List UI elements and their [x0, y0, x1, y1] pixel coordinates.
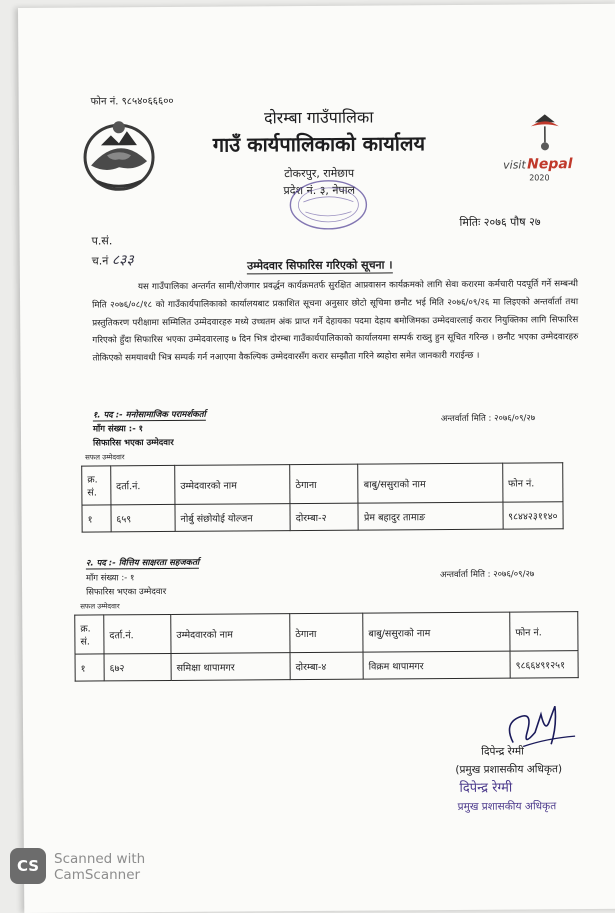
letter-date: मितिः २०७६ पौष २७: [459, 214, 540, 230]
table-row: [75, 651, 578, 682]
section-1-recommended-label: सिफारिस भएका उम्मेदवार: [93, 437, 174, 449]
table-header-row: [75, 612, 578, 655]
camscanner-logo-icon: CS: [10, 848, 46, 884]
watermark-line-1: Scanned with: [54, 851, 145, 867]
section-2-recommended-label: सिफारिस भएका उम्मेदवार: [86, 586, 166, 598]
subject-heading: [20, 256, 615, 275]
signatory-title: (प्रमुख प्रशासकीय अधिकृत): [455, 762, 562, 777]
table-cell: १: [75, 654, 104, 681]
section-2-table: [74, 611, 578, 682]
cn-value: ८३३: [112, 252, 134, 268]
section-1-interview-date: अन्तर्वार्ता मिति : २०७६/०९/२७: [441, 412, 535, 424]
svg-text:visit: visit: [503, 158, 526, 171]
table-cell: प्रेम बहादुर तामाङ: [358, 502, 502, 530]
column-header: बाबु/ससुराको नाम: [363, 612, 510, 652]
svg-text:2020: 2020: [529, 173, 549, 182]
table-cell: दोरम्बा-४: [290, 652, 363, 680]
section-1-title-text: १. पद :- मनोसामाजिक परामर्शकर्ता: [93, 410, 206, 422]
table-cell: विक्रम थापामगर: [363, 651, 510, 679]
column-header: बाबु/ससुराको नाम: [358, 463, 502, 503]
office-name: गाउँ कार्यपालिकाको कार्यालय: [19, 128, 615, 159]
column-header: क्र. सं.: [82, 466, 111, 505]
section-2-demand: माँग संख्या :- १: [86, 572, 134, 583]
section-2-successful-label: सफल उम्मेदवार: [80, 602, 120, 611]
column-header: ठेगाना: [290, 464, 359, 503]
table-header-row: [82, 463, 563, 505]
column-header: फोन नं.: [502, 463, 563, 502]
section-2-title: [86, 557, 199, 569]
table-cell: ९८६६४९१२५१: [510, 651, 578, 678]
section-1-successful-label: सफल उम्मेदवार: [85, 453, 125, 462]
office-round-stamp-icon: [287, 178, 369, 233]
section-2-interview-date: अन्तर्वार्ता मिति : २०७६/०९/२७: [440, 568, 534, 580]
office-phone: फोन नं. ९८५४०६६६००: [91, 93, 174, 108]
table-row: [82, 502, 563, 532]
section-1-title: [93, 409, 206, 421]
svg-text:Nepal: Nepal: [527, 156, 573, 172]
column-header: उम्मेदवारको नाम: [175, 465, 290, 505]
table-cell: ९८४४२३११४०: [503, 502, 564, 529]
column-header: दर्ता.नं.: [104, 614, 171, 653]
watermark-text: [54, 851, 145, 883]
section-1-demand: माँग संख्या :- १: [93, 423, 143, 434]
column-header: क्र. सं.: [75, 615, 104, 654]
notice-body: यस गाउँपालिका अन्तर्गत सामी/रोजगार प्रवर्द्धन कार्यक्रमतर्फ सुरक्षित आप्रवासन कार्यक्रमको लागि सेवा करारमा कर्मचारी पदपूर्ति गर्ने सम्बन्धी मिति २०७६/०८/१८ को गाउँकार्यपालिकाको कार्यालयबाट प्रकाशित सूचना अनुसार छोटो सूचिमा छनौट भई मिति २०७६/०९/२६ मा लिइएको अन्तर्वार्ता तथा प्रस्तुतिकरण परीक्षामा सम्मिलित उम्मेदवारहरु मध्ये उच्चतम अंक प्राप्त गर्ने देहायका पदमा देहाय बमोजिमका उम्मेदवारलाई करार नियुक्तिका लागि सिफारिस गरिएको हुँदा सिफारिस भएका उम्मेदवारलाइ ७ दिन भित्र दोरम्बा गाउँकार्यपालिकाको कार्यालयमा सम्पर्क राख्नु हुन सूचित गरिन्छ । छनौट भएका उम्मेदवारहरु तोकिएको समयावधी भित्र सम्पर्क गर्न नआएमा वैकल्पिक उम्मेदवारसँग करार सम्झौता गरिने ब्यहोरा समेत जानकारी गराईन्छ ।: [92, 276, 579, 368]
table-cell: समिक्षा थापामगर: [171, 653, 290, 681]
municipality-name: दोरम्बा गाउँपालिका: [19, 104, 615, 130]
office-address: टोकरपुर, रामेछाप: [19, 164, 615, 183]
column-header: फोन नं.: [510, 612, 578, 651]
section-2-title-text: २. पद :- वित्तिय साक्षरता सहजकर्ता: [86, 558, 199, 570]
column-header: ठेगाना: [290, 613, 363, 653]
section-1-table: [81, 462, 563, 532]
table-cell: दोरम्बा-२: [290, 503, 358, 530]
column-header: दर्ता.नं.: [110, 465, 174, 504]
watermark-line-2: CamScanner: [54, 867, 145, 883]
signatory-name: दिपेन्द्र रेग्मी: [481, 744, 524, 758]
ps-label: प.सं.: [92, 233, 113, 248]
cn-label: च.नं: [92, 254, 109, 267]
table-cell: ६७२: [104, 653, 171, 680]
column-header: उम्मेदवारको नाम: [171, 614, 290, 654]
stamp-title: प्रमुख प्रशासकीय अधिकृत: [458, 799, 557, 814]
subject-text: उम्मेदवार सिफारिस गरिएको सूचना ।: [247, 258, 392, 274]
table-cell: नोर्बु संछोयोई योल्जन: [175, 504, 290, 532]
table-cell: १: [82, 505, 111, 532]
stamp-name: दिपेन्द्र रेग्मी: [459, 778, 512, 796]
table-cell: ६५९: [111, 504, 175, 531]
office-province: प्रदेश नं. ३, नेपाल: [19, 181, 615, 200]
document-page: [18, 4, 615, 913]
